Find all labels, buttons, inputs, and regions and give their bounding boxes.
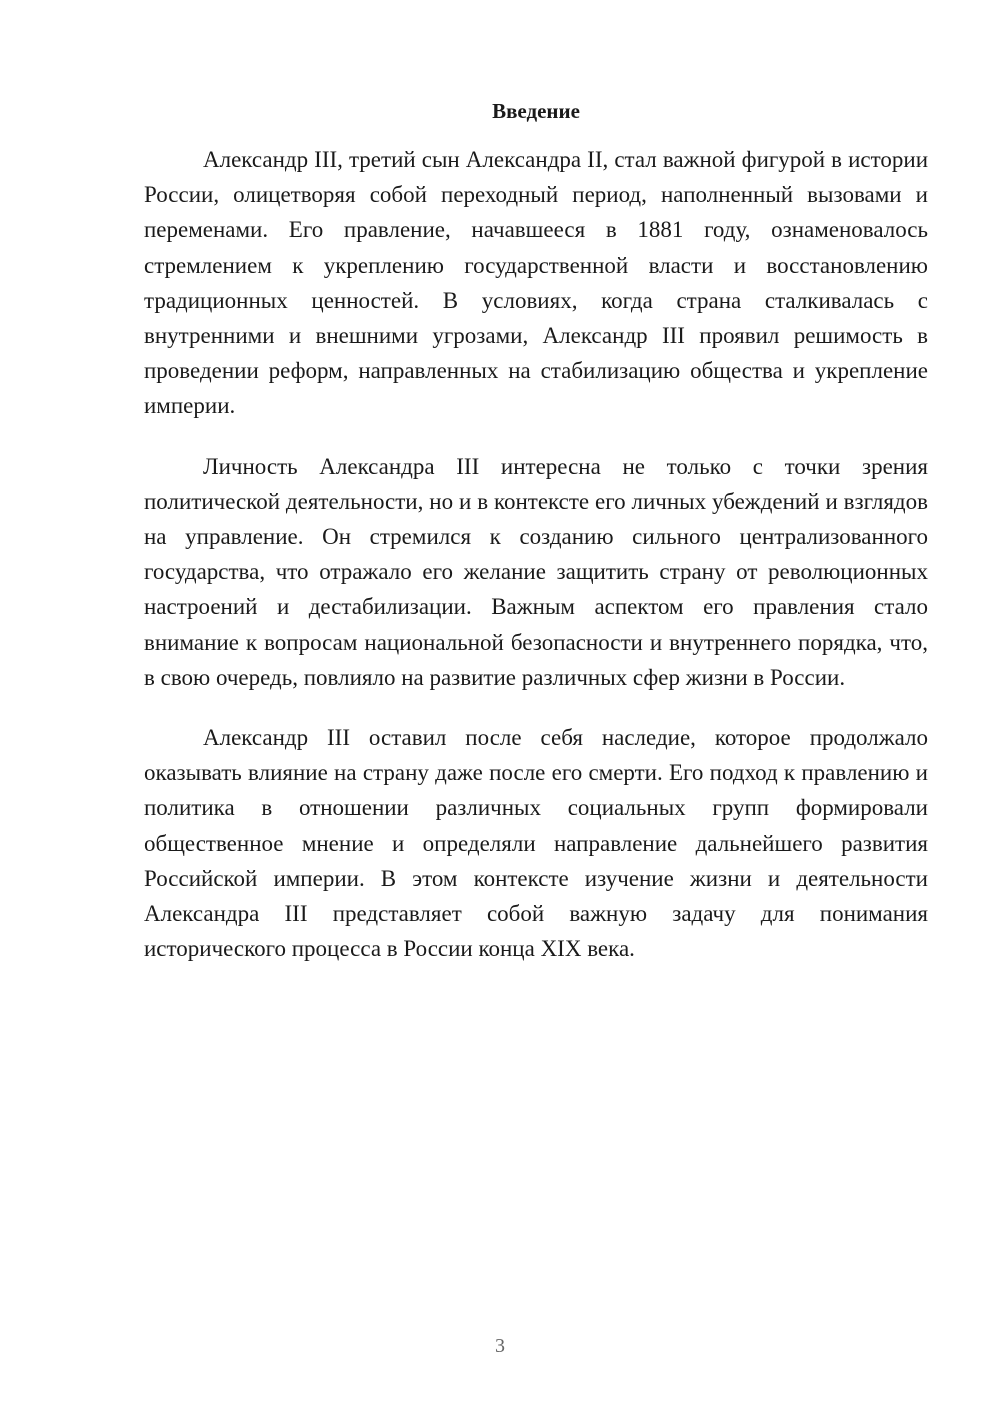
paragraph-1: Александр III, третий сын Александра II, стал важной фигурой в истории России, олицетворяя собой переходный период, наполненный вызовами и переменами. Его правление, начавшееся в 1881 году, ознаменовалось стремлением к укреплению государственной власти и восстановлению традиционных ценностей. В условиях, когда страна сталкивалась с внутренними и внешними угрозами, Александр III проявил решимость в проведении реформ, направленных на стабилизацию общества и укрепление империи.	[144, 147, 928, 419]
page-number: 3	[495, 1335, 505, 1357]
paragraph-2: Личность Александра III интересна не только с точки зрения политической деятельности, но и в контексте его личных убеждений и взглядов на управление. Он стремился к созданию сильного централизованного государства, что отражало его желание защитить страну от революционных настроений и дестабилизации. Важным аспектом его правления стало внимание к вопросам национальной безопасности и внутреннего порядка, что, в свою очередь, повлияло на развитие различных сфер жизни в России.	[144, 453, 928, 690]
paragraph-3: Александр III оставил после себя наследие, которое продолжало оказывать влияние на страну даже после его смерти. Его подход к правлению и политика в отношении различных социальных групп формировали общественное мнение и определяли направление дальнейшего развития Российской империи. В этом контексте изучение жизни и деятельности Александра III представляет собой важную задачу для понимания исторического процесса в России конца XIX века.	[144, 725, 928, 962]
section-heading: Введение	[492, 99, 580, 123]
body-text	[144, 142, 928, 991]
